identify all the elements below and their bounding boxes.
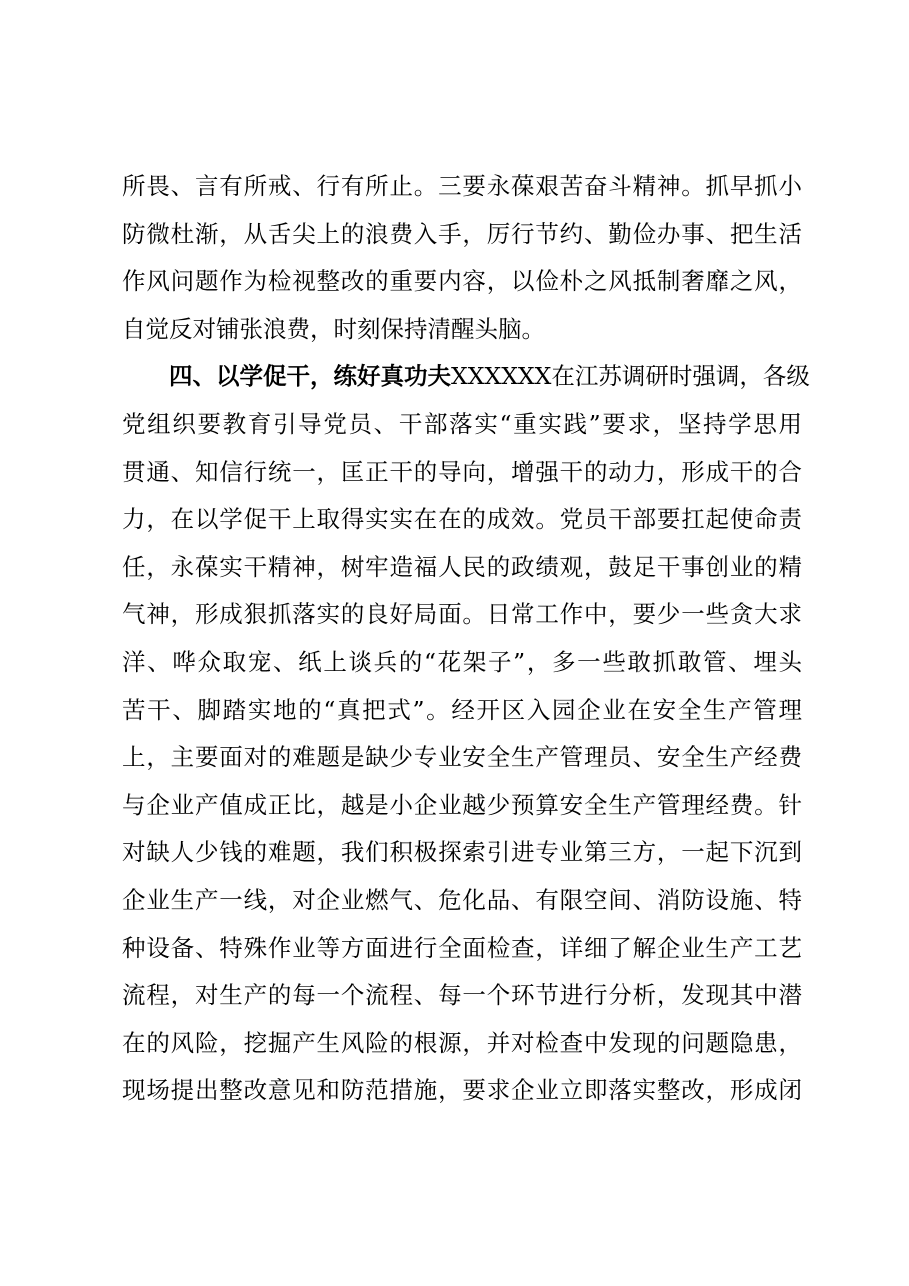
document-body (122, 163, 810, 1115)
paragraph-2-line-13: 种设备、特殊作业等方面进行全面检查，详细了解企业生产工艺 (122, 933, 802, 962)
paragraph-2-line-16: 现场提出整改意见和防范措施，要求企业立即落实整改，形成闭 (122, 1076, 802, 1105)
paragraph-2-line-5: 任，永葆实干精神，树牢造福人民的政绩观，鼓足干事创业的精 (122, 552, 802, 581)
paragraph-2-line-10: 与企业产值成正比，越是小企业越少预算安全生产管理经费。针 (122, 790, 802, 819)
paragraph-2-line-4: 力，在以学促干上取得实实在在的成效。党员干部要扛起使命责 (122, 505, 802, 534)
paragraph-2-line-1-text: XXXXXX在江苏调研时强调，各级 (451, 362, 810, 391)
paragraph-2-line-11: 对缺人少钱的难题，我们积极探索引进专业第三方，一起下沉到 (122, 838, 802, 867)
paragraph-2-line-8: 苦干、脚踏实地的“真把式”。经开区入园企业在安全生产管理 (122, 695, 802, 724)
paragraph-2-line-6: 气神，形成狠抓落实的良好局面。日常工作中，要少一些贪大求 (122, 600, 802, 629)
paragraph-2-line-2: 党组织要教育引导党员、干部落实“重实践”要求，坚持学思用 (122, 409, 802, 438)
section-heading: 四、以学促干，练好真功夫 (169, 362, 451, 391)
paragraph-2-line-1 (122, 353, 810, 401)
paragraph-2-line-12: 企业生产一线，对企业燃气、危化品、有限空间、消防设施、特 (122, 885, 802, 914)
paragraph-2-line-3: 贯通、知信行统一，匡正干的导向，增强干的动力，形成干的合 (122, 457, 802, 486)
paragraph-2-line-7: 洋、哗众取宠、纸上谈兵的“花架子”，多一些敢抓敢管、埋头 (122, 647, 802, 676)
paragraph-2-line-9: 上，主要面对的难题是缺少专业安全生产管理员、安全生产经费 (122, 743, 802, 772)
paragraph-1-line-3: 作风问题作为检视整改的重要内容，以俭朴之风抵制奢靡之风， (122, 267, 802, 296)
paragraph-2-line-14: 流程，对生产的每一个流程、每一个环节进行分析，发现其中潜 (122, 981, 802, 1010)
paragraph-1-line-4: 自觉反对铺张浪费，时刻保持清醒头脑。 (122, 314, 545, 343)
paragraph-2-line-15: 在的风险，挖掘产生风险的根源，并对检查中发现的问题隐患， (122, 1028, 802, 1057)
paragraph-1-line-2: 防微杜渐，从舌尖上的浪费入手，厉行节约、勤俭办事、把生活 (122, 219, 802, 248)
paragraph-1-line-1: 所畏、言有所戒、行有所止。三要永葆艰苦奋斗精神。抓早抓小 (122, 172, 802, 200)
